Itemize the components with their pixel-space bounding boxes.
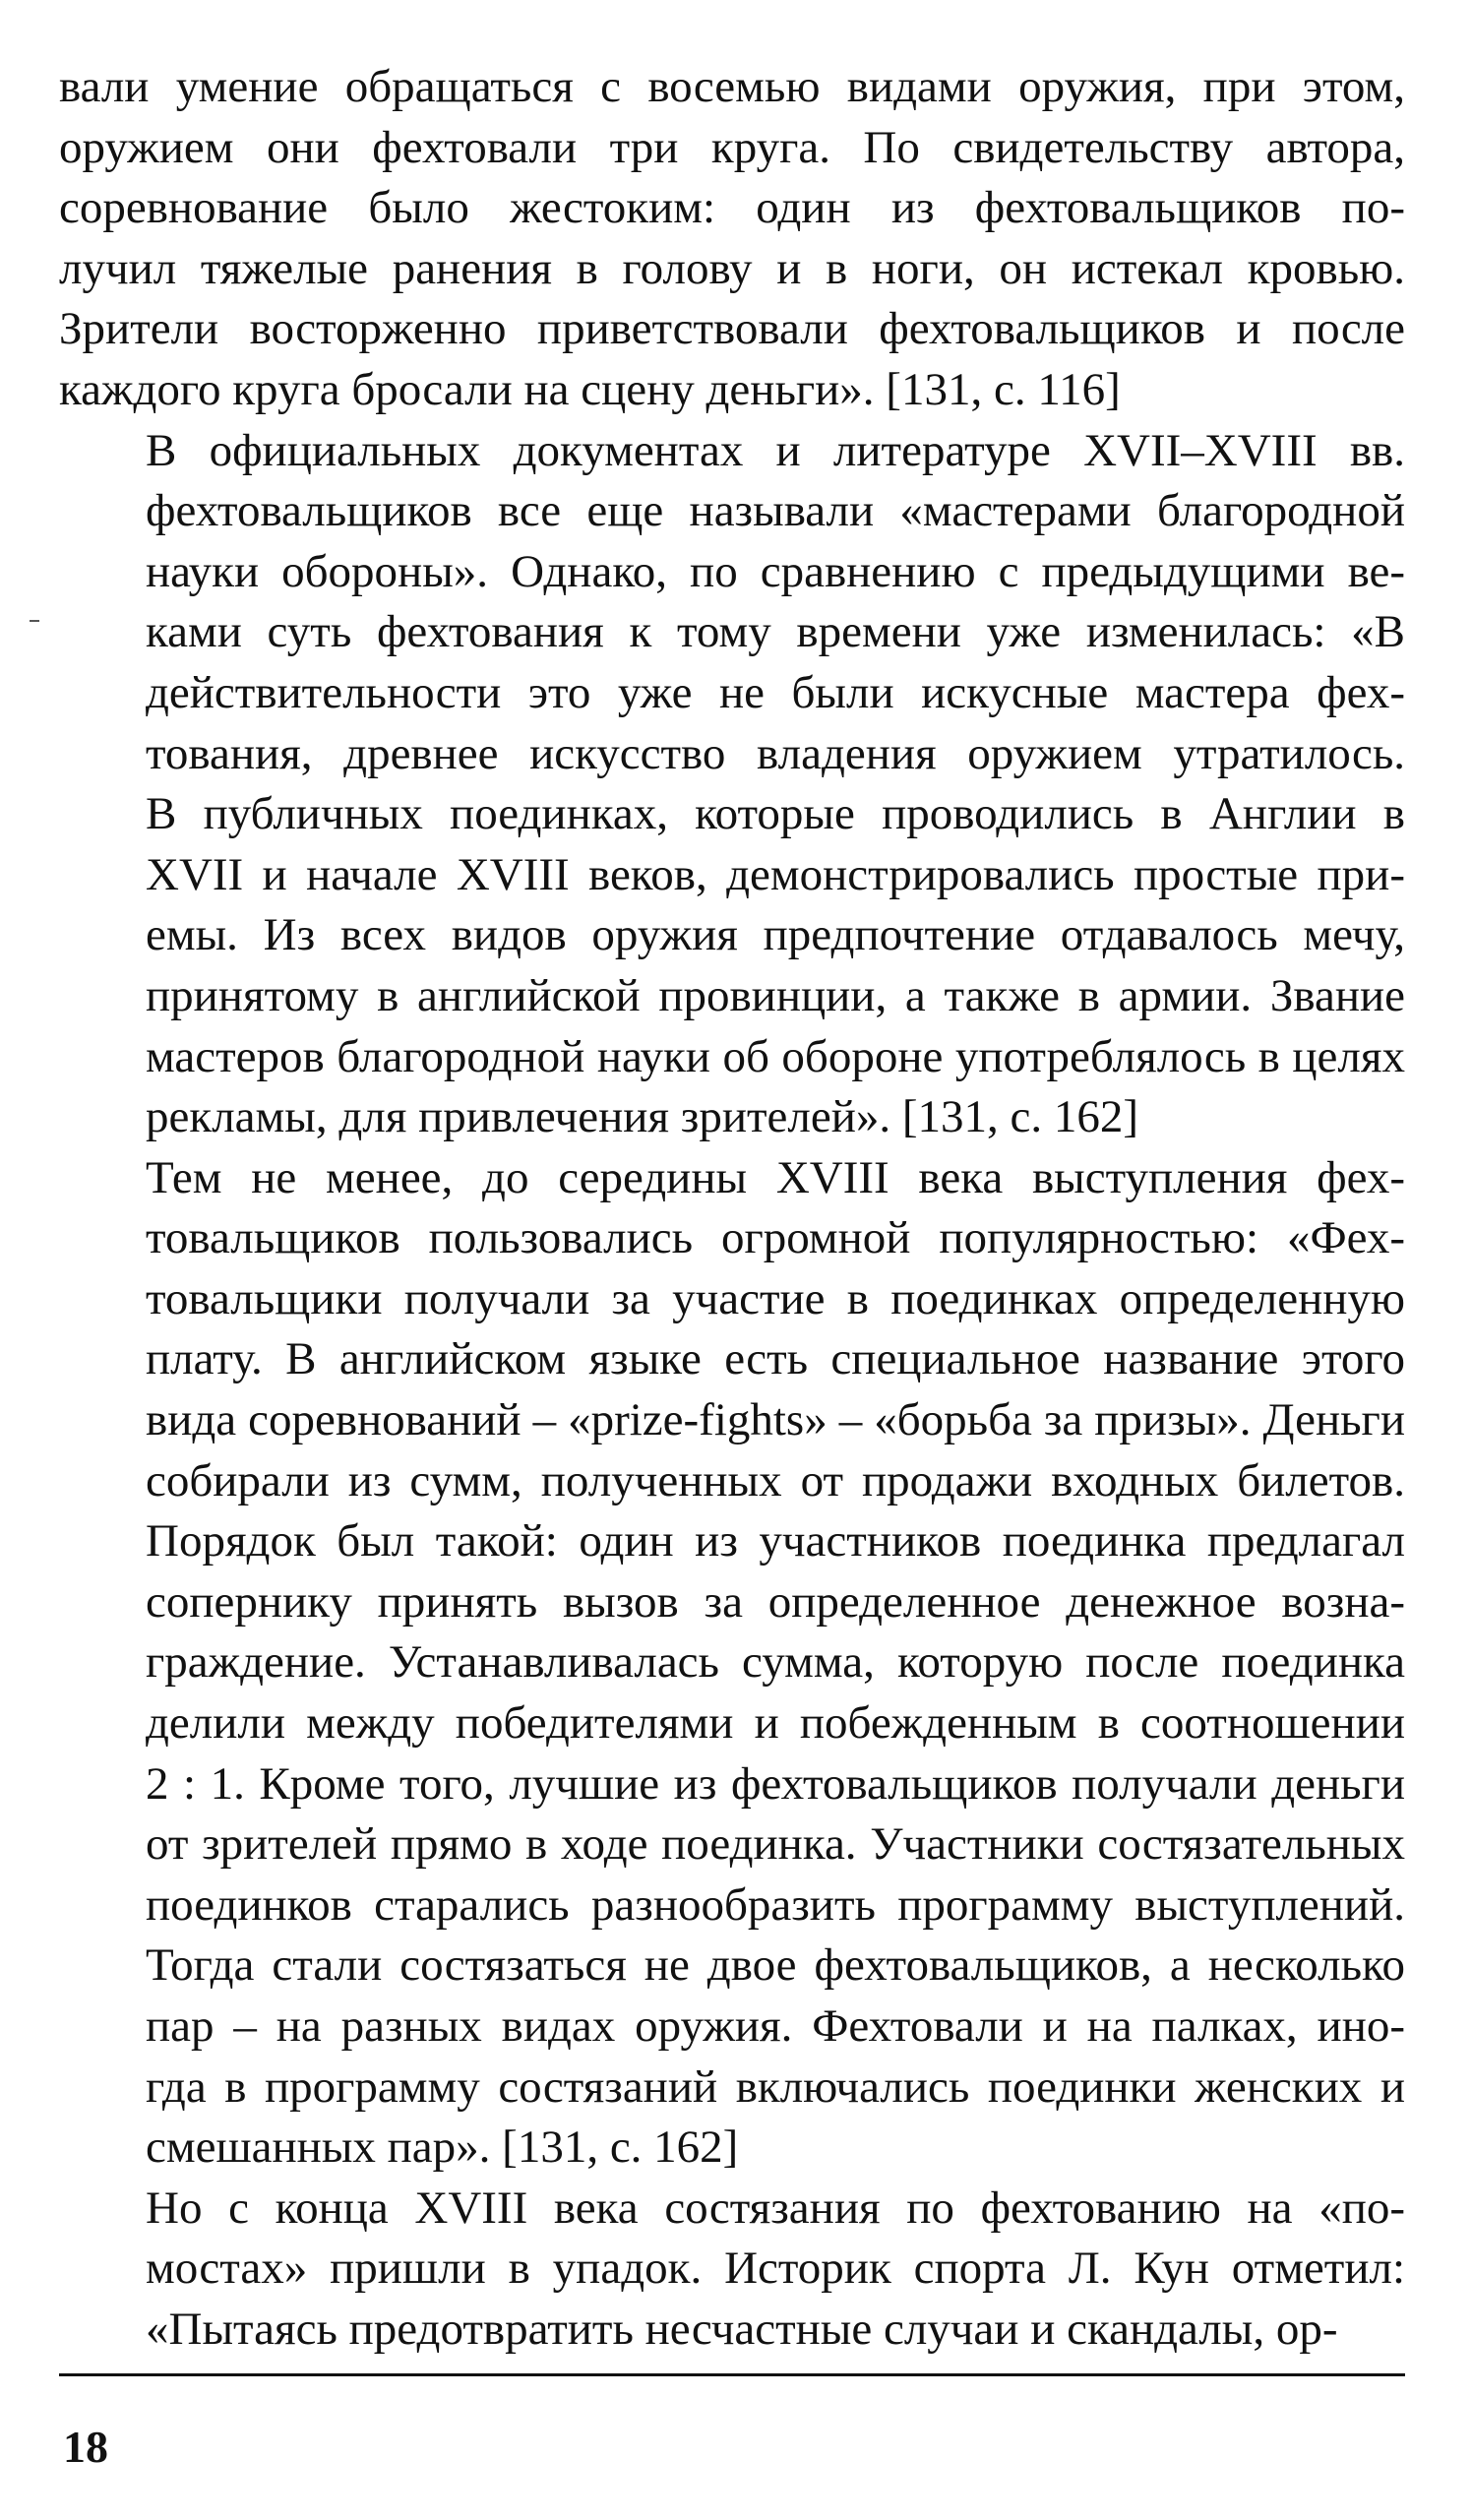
- text-line: товальщики получали за участие в поединках определенную: [146, 1272, 1405, 1324]
- paragraph: [59, 2179, 1405, 2361]
- page-number: 18: [63, 2422, 108, 2472]
- text-line: пар – на разных видах оружия. Фехтовали и на палках, ино-: [146, 2000, 1405, 2052]
- paragraph: [59, 57, 1405, 421]
- text-line: емы. Из всех видов оружия предпочтение отдавалось мечу,: [146, 909, 1405, 961]
- text-line: В публичных поединках, которые проводились в Англии в: [146, 788, 1405, 840]
- text-line: тования, древнее искусство владения оружием утратилось.: [146, 727, 1405, 779]
- text-line: лучил тяжелые ранения в голову и в ноги, он истекал кровью.: [59, 242, 1405, 294]
- text-line: граждение. Устанавливалась сумма, которую после поединка: [146, 1636, 1405, 1689]
- text-line: Но с конца XVIII века состязания по фехтованию на «по-: [146, 2182, 1405, 2234]
- text-line: гда в программу состязаний включались поединки женских и: [146, 2060, 1405, 2113]
- text-line: вали умение обращаться с восемью видами оружия, при этом,: [59, 61, 1405, 112]
- text-line: действительности это уже не были искусные мастера фех-: [146, 666, 1405, 718]
- text-line: поединков старались разнообразить программу выступлений.: [146, 1878, 1405, 1931]
- text-line: «Пытаясь предотвратить несчастные случаи и скандалы, ор-: [146, 2303, 1338, 2355]
- text-line: Тем не менее, до середины XVIII века выступления фех-: [146, 1151, 1405, 1203]
- margin-mark: [30, 620, 39, 622]
- text-line: каждого круга бросали на сцену деньги». [131, с. 116]: [59, 363, 1121, 415]
- text-line: сопернику принять вызов за определенное денежное возна-: [146, 1575, 1405, 1628]
- text-line: мостах» пришли в упадок. Историк спорта Л. Кун отметил:: [146, 2243, 1405, 2295]
- footer-rule: [59, 2373, 1405, 2376]
- text-line: принятому в английской провинции, а также в армии. Звание: [146, 969, 1405, 1021]
- text-line: рекламы, для привлечения зрителей». [131, с. 162]: [146, 1091, 1139, 1143]
- text-line: Тогда стали состязаться не двое фехтовальщиков, а несколько: [146, 1939, 1405, 1992]
- paragraph: [59, 1148, 1405, 2179]
- text-line: соревнование было жестоким: один из фехтовальщиков по-: [59, 182, 1405, 234]
- text-line: вида соревнований – «prize-fights» – «борьба за призы». Деньги: [146, 1394, 1405, 1446]
- text-line: 2 : 1. Кроме того, лучшие из фехтовальщиков получали деньги: [146, 1757, 1405, 1810]
- text-line: смешанных пар». [131, с. 162]: [146, 2121, 739, 2174]
- text-line: фехтовальщиков все еще называли «мастерами благородной: [146, 485, 1405, 537]
- text-line: товальщиков пользовались огромной популярностью: «Фех-: [146, 1212, 1405, 1264]
- text-line: делили между победителями и побежденным в соотношении: [146, 1697, 1405, 1750]
- body-text: [59, 57, 1405, 2361]
- text-line: собирали из сумм, полученных от продажи входных билетов.: [146, 1454, 1405, 1506]
- text-line: от зрителей прямо в ходе поединка. Участники состязательных: [146, 1818, 1405, 1871]
- text-line: XVII и начале XVIII веков, демонстрировались простые при-: [146, 848, 1405, 900]
- text-line: науки обороны». Однако, по сравнению с предыдущими ве-: [146, 545, 1405, 597]
- paragraph: [59, 421, 1405, 1148]
- text-line: Порядок был такой: один из участников поединка предлагал: [146, 1515, 1405, 1567]
- text-line: мастеров благородной науки об обороне употреблялось в целях: [146, 1030, 1405, 1082]
- text-line: оружием они фехтовали три круга. По свидетельству автора,: [59, 121, 1405, 173]
- text-line: Зрители восторженно приветствовали фехтовальщиков и после: [59, 303, 1405, 355]
- text-line: В официальных документах и литературе XVII–XVIII вв.: [146, 424, 1405, 476]
- text-line: плату. В английском языке есть специальное название этого: [146, 1333, 1405, 1385]
- text-line: ками суть фехтования к тому времени уже изменилась: «В: [146, 606, 1405, 658]
